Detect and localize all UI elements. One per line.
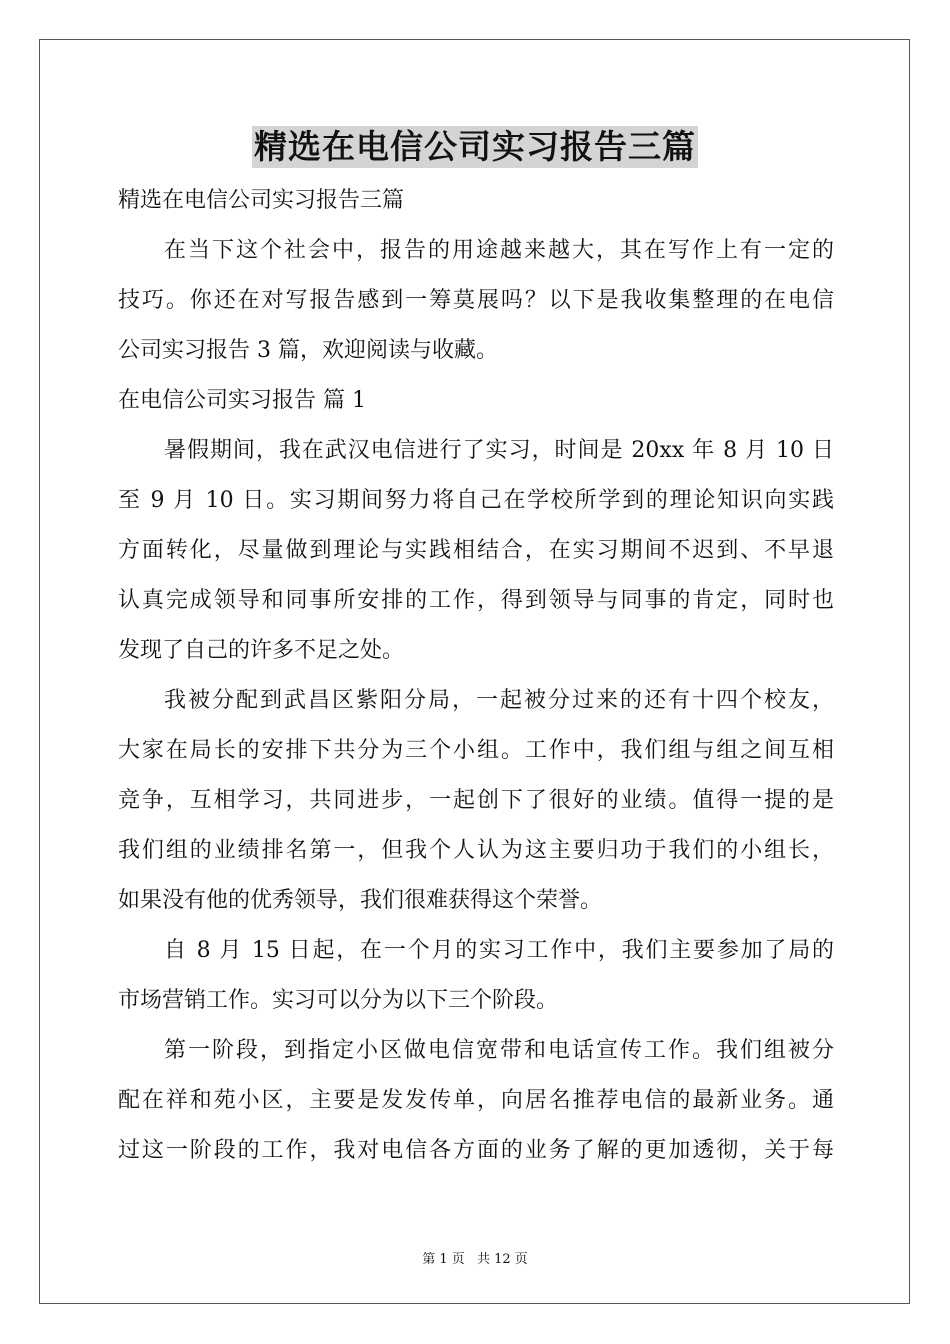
document-title: 精选在电信公司实习报告三篇 [254,127,696,166]
page-total: 共 12 页 [476,1252,528,1267]
paragraph-line: 方面转化，尽量做到理论与实践相结合，在实习期间不迟到、不早退 [118,538,834,563]
paragraph-line: 大家在局长的安排下共分为三个小组。工作中，我们组与组之间互相 [118,738,834,763]
paragraph-line: 认真完成领导和同事所安排的工作，得到领导与同事的肯定，同时也 [118,588,834,613]
paragraph-line: 自 8 月 15 日起，在一个月的实习工作中，我们主要参加了局的 [164,938,834,963]
page-number: 第 1 页 [422,1252,465,1267]
paragraph-line: 第一阶段，到指定小区做电信宽带和电话宣传工作。我们组被分 [164,1038,834,1063]
paragraph-line: 过这一阶段的工作，我对电信各方面的业务了解的更加透彻，关于每 [118,1138,834,1163]
paragraph-line: 发现了自己的许多不足之处。 [118,638,405,663]
paragraph-line: 市场营销工作。实习可以分为以下三个阶段。 [118,988,559,1013]
document-body [118,176,834,1176]
paragraph-line: 竞争，互相学习，共同进步，一起创下了很好的业绩。值得一提的是 [118,788,834,813]
page-footer [0,1248,950,1267]
paragraph-line: 暑假期间，我在武汉电信进行了实习，时间是 20xx 年 8 月 10 日 [164,438,834,463]
paragraph-line: 如果没有他的优秀领导，我们很难获得这个荣誉。 [118,888,603,913]
paragraph-line: 配在祥和苑小区，主要是发发传单，向居名推荐电信的最新业务。通 [118,1088,834,1113]
section-heading: 在电信公司实习报告 篇 1 [118,388,366,413]
subtitle-line: 精选在电信公司实习报告三篇 [118,188,405,213]
paragraph-line: 在当下这个社会中，报告的用途越来越大，其在写作上有一定的 [164,238,834,263]
paragraph-line: 技巧。你还在对写报告感到一筹莫展吗？以下是我收集整理的在电信 [118,288,834,313]
paragraph-line: 我们组的业绩排名第一，但我个人认为这主要归功于我们的小组长， [118,838,834,863]
paragraph-line: 至 9 月 10 日。实习期间努力将自己在学校所学到的理论知识向实践 [118,488,834,513]
title-container [0,126,950,168]
paragraph-line: 我被分配到武昌区紫阳分局，一起被分过来的还有十四个校友， [164,688,834,713]
paragraph-line: 公司实习报告 3 篇，欢迎阅读与收藏。 [118,338,498,363]
